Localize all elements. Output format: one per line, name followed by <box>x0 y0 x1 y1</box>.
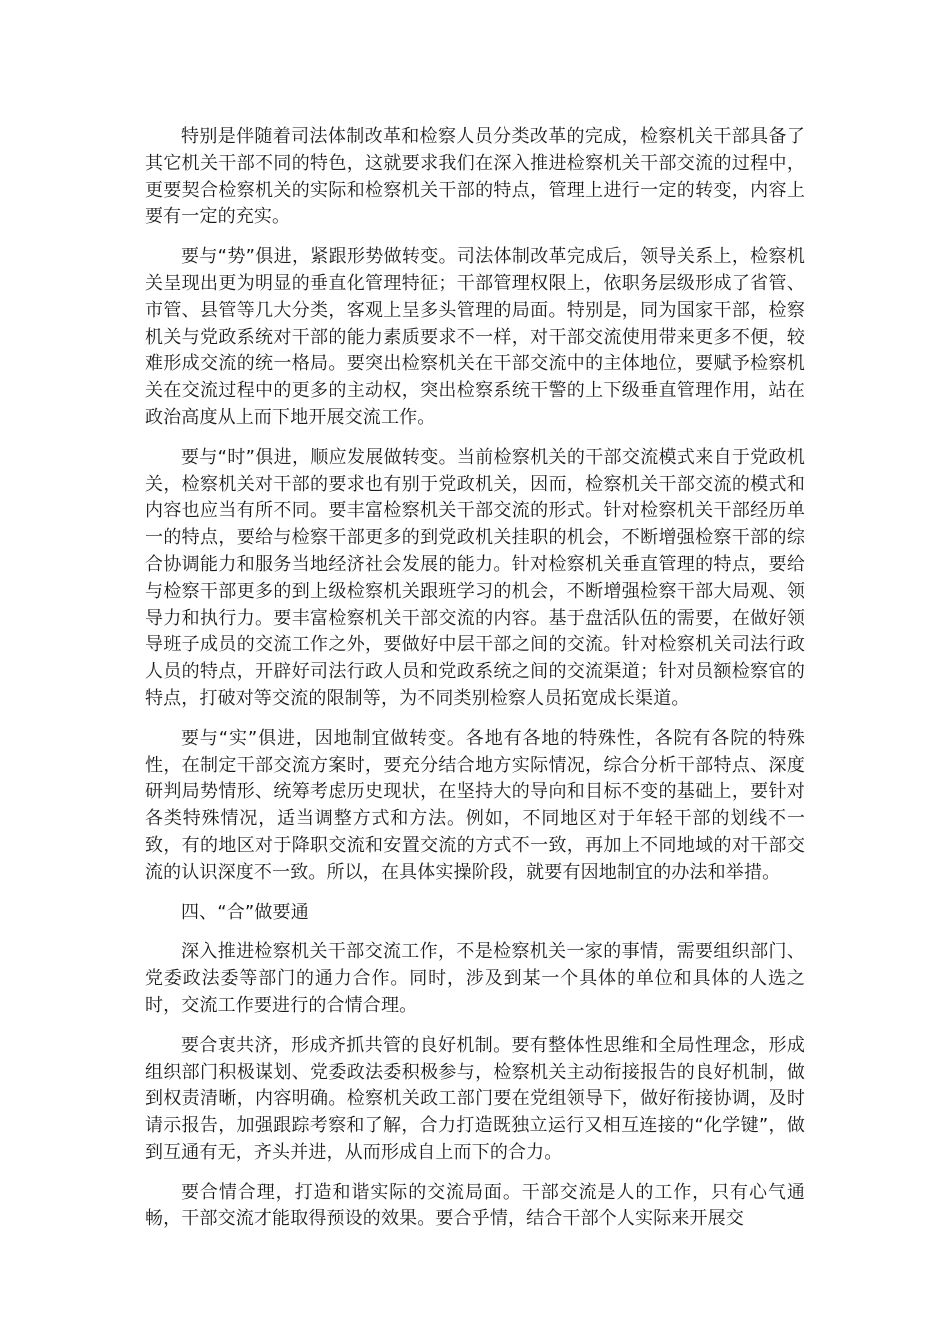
paragraph-reform-context: 特别是伴随着司法体制改革和检察人员分类改革的完成，检察机关干部具备了其它机关干部不同的特色，这就要求我们在深入推进检察机关干部交流的过程中，更要契合检察机关的实际和检察机关干部的特点，管理上进行一定的转变，内容上要有一定的充实。 <box>145 126 805 228</box>
paragraph-cooperation: 深入推进检察机关干部交流工作，不是检察机关一家的事情，需要组织部门、党委政法委等部门的通力合作。同时，涉及到某一个具体的单位和具体的人选之时，交流工作要进行的合情合理。 <box>145 941 805 1016</box>
paragraph-shi-trend: 要与“势”俱进，紧跟形势做转变。司法体制改革完成后，领导关系上，检察机关呈现出更为明显的垂直化管理特征；干部管理权限上，依职务层级形成了省管、市管、县管等几大分类，客观上呈多头管理的局面。特别是，同为国家干部，检察机关与党政系统对干部的能力素质要求不一样，对干部交流使用带来更多不便，较难形成交流的统一格局。要突出检察机关在干部交流中的主体地位，要赋予检察机关在交流过程中的更多的主动权，突出检察系统干警的上下级垂直管理作用，站在政治高度从上而下地开展交流工作。 <box>145 246 805 428</box>
paragraph-harmony: 要合情合理，打造和谐实际的交流局面。干部交流是人的工作，只有心气通畅，干部交流才能取得预设的效果。要合乎情，结合干部个人实际来开展交 <box>145 1181 805 1230</box>
section-heading: 四、“合”做要通 <box>181 901 309 923</box>
paragraph-shi-time: 要与“时”俱进，顺应发展做转变。当前检察机关的干部交流模式来自于党政机关，检察机关对干部的要求也有别于党政机关，因而，检察机关干部交流的模式和内容也应当有所不同。要丰富检察机关干部交流的形式。针对检察机关干部经历单一的特点，要给与检察干部更多的到党政机关挂职的机会，不断增强检察干部的综合协调能力和服务当地经济社会发展的能力。针对检察机关垂直管理的特点，要给与检察干部更多的到上级检察机关跟班学习的机会，不断增强检察干部大局观、领导力和执行力。要丰富检察机关干部交流的内容。基于盘活队伍的需要，在做好领导班子成员的交流工作之外，要做好中层干部之间的交流。针对检察机关司法行政人员的特点，开辟好司法行政人员和党政系统之间的交流渠道；针对员额检察官的特点，打破对等交流的限制等，为不同类别检察人员拓宽成长渠道。 <box>145 446 805 709</box>
paragraph-shi-reality: 要与“实”俱进，因地制宜做转变。各地有各地的特殊性，各院有各院的特殊性，在制定干部交流方案时，要充分结合地方实际情况，综合分析干部特点、深度研判局势情形、统筹考虑历史现状，在坚持大的导向和目标不变的基础上，要针对各类特殊情况，适当调整方式和方法。例如，不同地区对于年轻干部的划线不一致，有的地区对于降职交流和安置交流的方式不一致，再加上不同地域的对干部交流的认识深度不一致。所以，在具体实操阶段，就要有因地制宜的办法和举措。 <box>145 727 805 883</box>
document-page <box>145 124 805 1246</box>
paragraph-mechanism: 要合衷共济，形成齐抓共管的良好机制。要有整体性思维和全局性理念，形成组织部门积极谋划、党委政法委积极参与，检察机关主动衔接报告的良好机制，做到权责清晰，内容明确。检察机关政工部门要在党组领导下，做好衔接协调，及时请示报告，加强跟踪考察和了解，合力打造既独立运行又相互连接的“化学键”，做到互通有无，齐头并进，从而形成自上而下的合力。 <box>145 1034 805 1163</box>
